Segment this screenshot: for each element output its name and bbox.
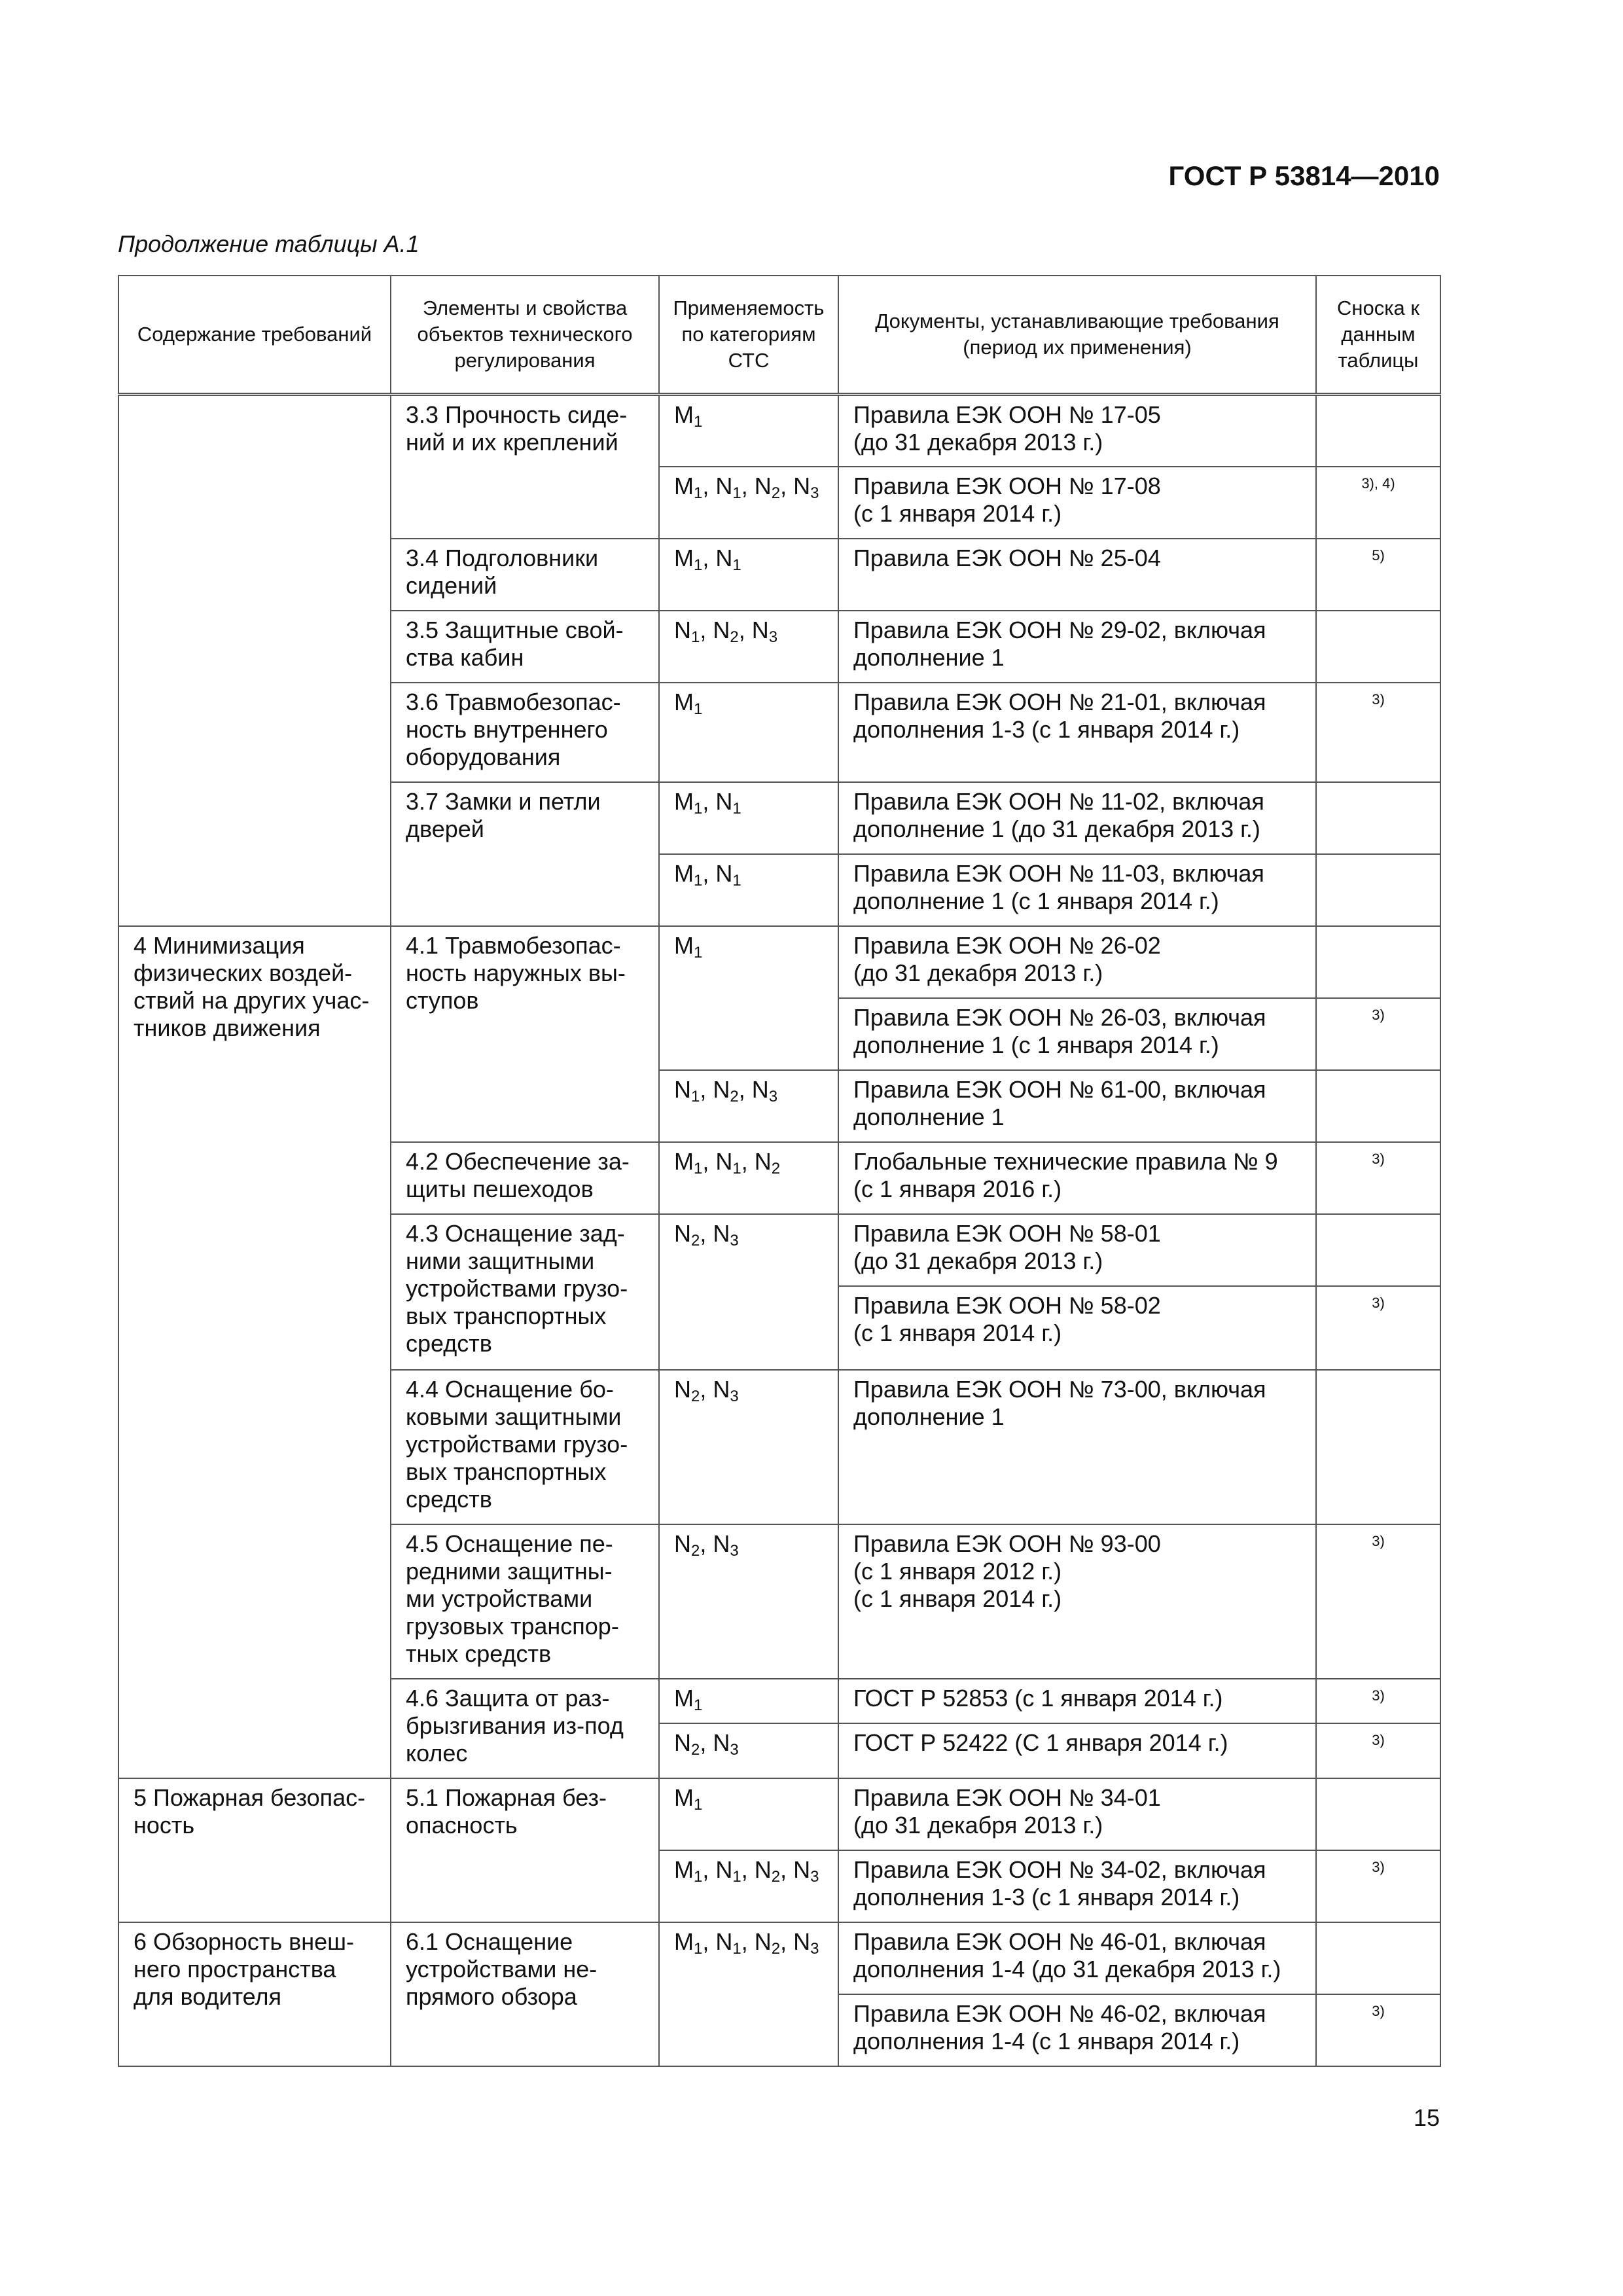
vehicle-category — [715, 544, 741, 574]
column-header: Содержание требований — [118, 276, 391, 395]
category-cell — [659, 1778, 838, 1850]
footnote-cell — [1316, 782, 1440, 854]
vehicle-category — [793, 1856, 819, 1886]
category-index: 1 — [732, 1159, 741, 1177]
footnote-cell — [1316, 1778, 1440, 1850]
requirement-cell — [118, 395, 391, 926]
footnote-cell: 3) — [1316, 1142, 1440, 1214]
vehicle-category — [674, 1856, 703, 1886]
table-row — [118, 395, 1440, 467]
vehicle-category — [715, 860, 741, 887]
document-cell: ГОСТ Р 52422 (С 1 января 2014 г.) — [838, 1723, 1316, 1778]
category-letter: N — [674, 1530, 691, 1557]
category-index: 3 — [810, 1939, 819, 1958]
vehicle-category — [674, 1148, 702, 1175]
category-letter: N — [793, 1856, 811, 1883]
document-cell: Правила ЕЭК ООН № 34-02, включая дополнения 1-3 (с 1 января 2014 г.) — [838, 1850, 1316, 1922]
category-letter: N — [751, 616, 769, 643]
category-index: 1 — [691, 628, 700, 646]
document-cell: Правила ЕЭК ООН № 61-00, включая дополнение 1 — [838, 1070, 1316, 1142]
document-cell: Правила ЕЭК ООН № 17-08 (с 1 января 2014 г.) — [838, 467, 1316, 539]
document-cell: Правила ЕЭК ООН № 34-01 (до 31 декабря 2013 г.) — [838, 1778, 1316, 1850]
element-cell: 3.3 Прочность сиде- ний и их креплений — [391, 395, 659, 539]
element-cell: 4.5 Оснащение пе- редними защитны- ми устройствами грузовых транспор- тных средств — [391, 1524, 659, 1679]
table-body — [118, 395, 1440, 2066]
document-id: ГОСТ Р 53814—2010 — [1168, 160, 1440, 191]
document-cell: Правила ЕЭК ООН № 17-05 (до 31 декабря 2013 г.) — [838, 395, 1316, 467]
vehicle-category — [674, 401, 703, 431]
category-index: 3 — [730, 1740, 739, 1759]
table-caption: Продолжение таблицы А.1 — [118, 230, 419, 257]
vehicle-category — [674, 860, 702, 887]
category-index: 1 — [694, 484, 703, 502]
category-index: 3 — [768, 1087, 778, 1105]
requirements-table — [118, 275, 1441, 2067]
element-cell: 5.1 Пожарная без- опасность — [391, 1778, 659, 1922]
category-letter: N — [674, 1375, 691, 1403]
vehicle-category — [674, 544, 703, 574]
category-cell — [659, 395, 838, 467]
category-cell: $N_2$, $N_3$ — [659, 1723, 838, 1778]
document-cell: Правила ЕЭК ООН № 11-02, включая дополнение 1 (до 31 декабря 2013 г.) — [838, 782, 1316, 854]
document-cell: Правила ЕЭК ООН № 58-01 (до 31 декабря 2013 г.) — [838, 1214, 1316, 1286]
document-cell: Правила ЕЭК ООН № 25-04 — [838, 539, 1316, 611]
category-letter: N — [715, 544, 733, 571]
category-index: 1 — [694, 1159, 703, 1177]
category-letter: N — [674, 1075, 691, 1103]
category-index: 1 — [732, 484, 741, 502]
table-header-row — [118, 276, 1440, 395]
vehicle-category — [713, 1220, 738, 1247]
category-cell: $N_1$, $N_2$, $N_3$ — [659, 1070, 838, 1142]
category-index: 3 — [810, 484, 819, 502]
category-letter: N — [713, 1530, 730, 1557]
category-index: 1 — [732, 556, 741, 574]
category-cell: $M_1$, $N_1$ — [659, 782, 838, 854]
category-letter: N — [715, 859, 733, 887]
category-cell: $N_1$, $N_2$, $N_3$ — [659, 611, 838, 683]
category-letter: M — [674, 859, 694, 887]
category-letter: M — [674, 1784, 694, 1811]
category-index: 3 — [730, 1231, 739, 1249]
category-cell: $M_1$, $N_1$, $N_2$ — [659, 1142, 838, 1214]
category-index: 1 — [694, 1939, 703, 1958]
vehicle-category — [715, 1928, 741, 1958]
element-cell: 4.6 Защита от раз- брызгивания из-под колес — [391, 1679, 659, 1778]
category-letter: N — [793, 1928, 811, 1955]
footnote-cell — [1316, 1214, 1440, 1286]
category-letter: M — [674, 787, 694, 815]
category-letter: N — [754, 472, 772, 499]
column-header: Сноска к данным таблицы — [1316, 276, 1440, 395]
vehicle-category — [674, 1530, 700, 1560]
category-index: 2 — [730, 1087, 739, 1105]
category-cell: $M_1$, $N_1$, $N_2$, $N_3$ — [659, 1850, 838, 1922]
category-letter: N — [715, 472, 733, 499]
footnote-cell — [1316, 1922, 1440, 1994]
footnote-cell — [1316, 854, 1440, 926]
category-index: 2 — [771, 1939, 781, 1958]
document-cell: ГОСТ Р 52853 (с 1 января 2014 г.) — [838, 1679, 1316, 1723]
vehicle-category — [674, 1376, 700, 1403]
category-index: 3 — [810, 1867, 819, 1886]
vehicle-category — [713, 1530, 739, 1560]
footnote-cell: 3), 4) — [1316, 467, 1440, 539]
category-cell: $N_2$, $N_3$ — [659, 1370, 838, 1524]
column-header: Документы, устанавливающие требования (период их применения) — [838, 276, 1316, 395]
category-index: 1 — [694, 413, 703, 431]
footnote-cell: 3) — [1316, 1723, 1440, 1778]
vehicle-category — [751, 616, 778, 646]
footnote-cell: 3) — [1316, 1850, 1440, 1922]
category-letter: N — [754, 1856, 772, 1883]
category-index: 2 — [730, 628, 739, 646]
document-cell: Правила ЕЭК ООН № 46-01, включая дополнения 1-4 (до 31 декабря 2013 г.) — [838, 1922, 1316, 1994]
category-letter: M — [674, 472, 694, 499]
category-letter: M — [674, 1147, 694, 1175]
page-number: 15 — [1413, 2104, 1440, 2131]
column-header: Применяемость по категориям СТС — [659, 276, 838, 395]
category-cell — [659, 926, 838, 1070]
category-letter: N — [713, 1729, 730, 1756]
category-letter: M — [674, 931, 694, 959]
table-row — [118, 1778, 1440, 1850]
table-row — [118, 926, 1440, 998]
category-letter: N — [713, 616, 730, 643]
category-index: 2 — [771, 1159, 781, 1177]
vehicle-category — [674, 1729, 700, 1759]
category-index: 2 — [771, 1867, 781, 1886]
document-cell: Правила ЕЭК ООН № 46-02, включая дополнения 1-4 (с 1 января 2014 г.) — [838, 1994, 1316, 2066]
requirement-cell: 4 Минимизация физических воздей- ствий на других учас- тников движения — [118, 926, 391, 1778]
category-index: 1 — [732, 799, 741, 817]
column-header: Элементы и свойства объектов технического регулирования — [391, 276, 659, 395]
category-index: 1 — [694, 1795, 703, 1814]
category-letter: N — [713, 1075, 730, 1103]
category-letter: N — [715, 1928, 733, 1955]
element-cell: 4.4 Оснащение бо- ковыми защитными устройствами грузо- вых транспортных средств — [391, 1370, 659, 1524]
category-letter: N — [754, 1928, 772, 1955]
document-cell: Правила ЕЭК ООН № 73-00, включая дополнение 1 — [838, 1370, 1316, 1524]
vehicle-category — [754, 472, 781, 502]
vehicle-category — [674, 616, 700, 646]
footnote-cell: 3) — [1316, 1994, 1440, 2066]
element-cell: 3.6 Травмобезопас- ность внутреннего оборудования — [391, 683, 659, 782]
element-cell: 3.5 Защитные свой- ства кабин — [391, 611, 659, 683]
category-index: 3 — [730, 1387, 739, 1405]
category-index: 3 — [768, 628, 778, 646]
vehicle-category — [674, 1220, 700, 1247]
requirement-cell: 5 Пожарная безопас- ность — [118, 1778, 391, 1922]
category-cell: $M_1$, $N_1$ — [659, 539, 838, 611]
category-letter: N — [713, 1219, 730, 1247]
footnote-cell — [1316, 1370, 1440, 1524]
category-cell: $M_1$, $N_1$, $N_2$, $N_3$ — [659, 467, 838, 539]
category-index: 1 — [694, 1696, 703, 1714]
document-cell: Правила ЕЭК ООН № 11-03, включая дополнение 1 (с 1 января 2014 г.) — [838, 854, 1316, 926]
category-letter: M — [674, 688, 694, 715]
vehicle-category — [674, 472, 703, 502]
document-cell: Глобальные технические правила № 9 (с 1 января 2016 г.) — [838, 1142, 1316, 1214]
category-letter: N — [715, 787, 733, 815]
footnote-cell — [1316, 1070, 1440, 1142]
document-cell: Правила ЕЭК ООН № 58-02 (с 1 января 2014 г.) — [838, 1286, 1316, 1370]
footnote-cell — [1316, 395, 1440, 467]
footnote-cell: 3) — [1316, 1286, 1440, 1370]
vehicle-category — [713, 1076, 738, 1103]
category-letter: N — [715, 1147, 733, 1175]
category-letter: N — [793, 472, 811, 499]
footnote-cell: 3) — [1316, 998, 1440, 1070]
document-cell: Правила ЕЭК ООН № 29-02, включая дополнение 1 — [838, 611, 1316, 683]
vehicle-category — [713, 1376, 738, 1403]
category-cell: $N_2$, $N_3$ — [659, 1524, 838, 1679]
vehicle-category — [793, 472, 819, 502]
category-cell: $N_2$, $N_3$ — [659, 1214, 838, 1370]
category-index: 2 — [771, 484, 781, 502]
category-letter: N — [674, 1729, 691, 1756]
category-index: 1 — [691, 1087, 700, 1105]
category-letter: N — [713, 1375, 730, 1403]
vehicle-category — [674, 1928, 703, 1958]
category-letter: N — [674, 1219, 691, 1247]
category-index: 2 — [691, 1740, 700, 1759]
footnote-cell — [1316, 611, 1440, 683]
requirement-cell: 6 Обзорность внеш- него пространства для водителя — [118, 1922, 391, 2066]
category-index: 1 — [694, 943, 703, 961]
category-letter: M — [674, 401, 694, 428]
category-letter: M — [674, 1928, 694, 1955]
category-cell — [659, 683, 838, 782]
vehicle-category — [713, 616, 739, 646]
category-index: 1 — [694, 799, 703, 817]
vehicle-category — [715, 788, 741, 815]
category-index: 1 — [732, 871, 741, 889]
vehicle-category — [715, 472, 741, 502]
document-cell: Правила ЕЭК ООН № 26-03, включая дополнение 1 (с 1 января 2014 г.) — [838, 998, 1316, 1070]
element-cell: 4.1 Травмобезопас- ность наружных вы- ступов — [391, 926, 659, 1142]
category-cell — [659, 1679, 838, 1723]
category-cell: $M_1$, $N_1$, $N_2$, $N_3$ — [659, 1922, 838, 2066]
vehicle-category — [674, 1685, 702, 1712]
vehicle-category — [674, 688, 703, 718]
footnote-cell — [1316, 926, 1440, 998]
category-letter: N — [754, 1147, 772, 1175]
vehicle-category — [674, 1784, 703, 1814]
category-index: 1 — [732, 1867, 741, 1886]
vehicle-category — [752, 1076, 777, 1103]
category-index: 1 — [694, 700, 703, 718]
category-index: 2 — [691, 1541, 700, 1560]
category-letter: M — [674, 1684, 694, 1712]
category-letter: N — [674, 616, 691, 643]
vehicle-category — [755, 1148, 780, 1175]
vehicle-category — [674, 788, 702, 815]
vehicle-category — [674, 932, 702, 959]
vehicle-category — [793, 1928, 819, 1958]
category-index: 1 — [694, 871, 703, 889]
category-letter: M — [674, 1856, 694, 1883]
element-cell: 3.7 Замки и петли дверей — [391, 782, 659, 926]
table-row — [118, 1922, 1440, 1994]
document-cell: Правила ЕЭК ООН № 93-00 (с 1 января 2012 г.) (с 1 января 2014 г.) — [838, 1524, 1316, 1679]
category-letter: M — [674, 544, 694, 571]
vehicle-category — [754, 1856, 781, 1886]
footnote-cell: 3) — [1316, 1524, 1440, 1679]
category-index: 1 — [694, 1867, 703, 1886]
element-cell: 4.3 Оснащение зад- ними защитными устройствами грузо- вых транспортных средств — [391, 1214, 659, 1370]
category-index: 3 — [730, 1541, 739, 1560]
vehicle-category — [715, 1856, 741, 1886]
element-cell: 3.4 Подголовники сидений — [391, 539, 659, 611]
vehicle-category — [713, 1729, 739, 1759]
category-cell: $M_1$, $N_1$ — [659, 854, 838, 926]
vehicle-category — [754, 1928, 781, 1958]
category-letter: N — [715, 1856, 733, 1883]
category-index: 1 — [694, 556, 703, 574]
footnote-cell: 5) — [1316, 539, 1440, 611]
footnote-cell: 3) — [1316, 1679, 1440, 1723]
element-cell: 4.2 Обеспечение за- щиты пешеходов — [391, 1142, 659, 1214]
category-index: 2 — [691, 1387, 700, 1405]
element-cell: 6.1 Оснащение устройствами не- прямого обзора — [391, 1922, 659, 2066]
document-cell: Правила ЕЭК ООН № 26-02 (до 31 декабря 2013 г.) — [838, 926, 1316, 998]
vehicle-category — [674, 1076, 700, 1103]
category-letter: N — [751, 1075, 769, 1103]
footnote-cell: 3) — [1316, 683, 1440, 782]
document-cell: Правила ЕЭК ООН № 21-01, включая дополнения 1-3 (с 1 января 2014 г.) — [838, 683, 1316, 782]
category-index: 1 — [732, 1939, 741, 1958]
category-index: 2 — [691, 1231, 700, 1249]
vehicle-category — [715, 1148, 741, 1175]
